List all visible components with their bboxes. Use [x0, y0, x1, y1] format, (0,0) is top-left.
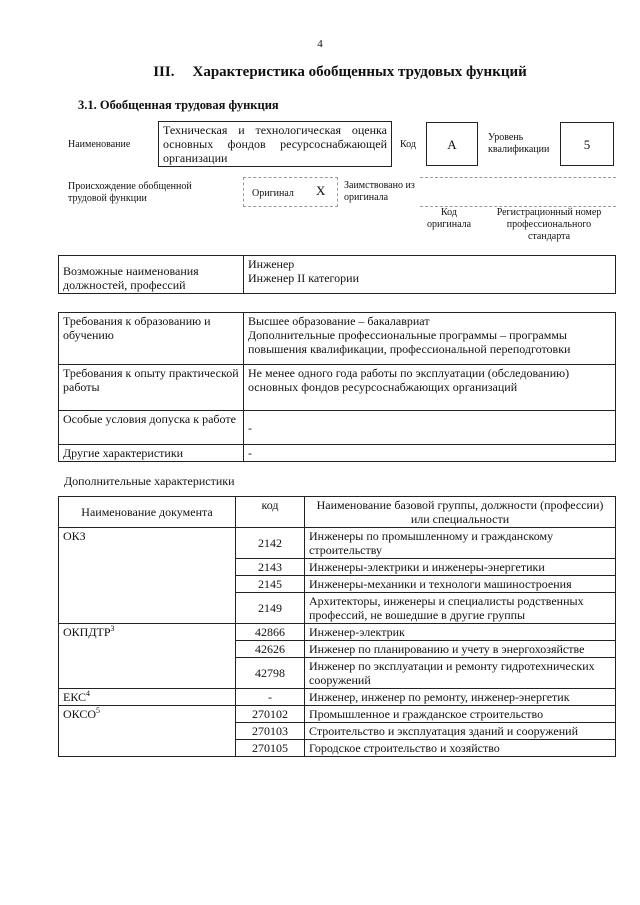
requirements-table — [58, 312, 616, 462]
document-name — [59, 528, 236, 624]
requirement-label: Другие характеристики — [59, 445, 244, 462]
classifier-code: 270103 — [236, 723, 305, 740]
document-name-text: ОКПДТР — [63, 625, 111, 639]
position-item: Инженер — [248, 257, 295, 271]
document-name — [59, 624, 236, 689]
header-doc: Наименование документа — [59, 497, 236, 528]
classifier-code: 42626 — [236, 641, 305, 658]
classifier-name: Инженер, инженер по ремонту, инженер-энергетик — [305, 689, 616, 706]
section-roman: III. — [153, 64, 175, 80]
table-row — [59, 445, 616, 462]
classifier-code: 270105 — [236, 740, 305, 757]
requirement-label: Особые условия допуска к работе — [59, 411, 244, 445]
table-row — [59, 313, 616, 365]
requirement-label: Требования к образованию и обучению — [59, 313, 244, 365]
table-row — [59, 411, 616, 445]
additional-title: Дополнительные характеристики — [64, 474, 235, 488]
document-name — [59, 706, 236, 757]
header-name: Наименование базовой группы, должности (профессии) или специальности — [305, 497, 616, 528]
original-label: Оригинал — [252, 188, 294, 199]
code-value: A — [426, 122, 478, 166]
section-title — [60, 64, 620, 81]
table-row — [59, 528, 616, 559]
additional-table — [58, 496, 616, 757]
requirement-value: - — [244, 411, 616, 445]
footnote-ref: 4 — [86, 689, 91, 698]
table-row — [59, 706, 616, 723]
original-mark: X — [316, 183, 326, 198]
name-value: Техническая и технологическая оценка основных фондов ресурсоснабжающей организации — [158, 121, 392, 167]
name-label: Наименование — [68, 139, 131, 150]
table-header-row — [59, 497, 616, 528]
classifier-code: 2142 — [236, 528, 305, 559]
classifier-code: 42866 — [236, 624, 305, 641]
classifier-code: - — [236, 689, 305, 706]
classifier-name: Инженер-электрик — [305, 624, 616, 641]
table-row — [59, 689, 616, 706]
document-name-text: ОКЗ — [63, 529, 86, 543]
classifier-code: 2143 — [236, 559, 305, 576]
classifier-name: Городское строительство и хозяйство — [305, 740, 616, 757]
footnote-ref: 3 — [110, 624, 115, 633]
classifier-name: Строительство и эксплуатация зданий и сооружений — [305, 723, 616, 740]
classifier-name: Промышленное и гражданское строительство — [305, 706, 616, 723]
page-number: 4 — [317, 38, 323, 50]
subsection-title: 3.1. Обобщенная трудовая функция — [78, 98, 279, 112]
positions-table — [58, 255, 616, 294]
level-value: 5 — [560, 122, 614, 166]
classifier-name: Инженеры по промышленному и гражданскому строительству — [305, 528, 616, 559]
classifier-name: Инженер по эксплуатации и ремонту гидротехнических сооружений — [305, 658, 616, 689]
classifier-name: Инженеры-механики и технологи машиностроения — [305, 576, 616, 593]
requirement-line: Высшее образование – бакалавриат — [248, 314, 430, 328]
position-item: Инженер II категории — [248, 271, 359, 285]
document-name — [59, 689, 236, 706]
additional-table-body — [59, 528, 616, 757]
requirement-line: Дополнительные профессиональные программы – программы повышения квалификации, профессиональной переподготовки — [248, 328, 571, 356]
document-name-text: ОКСО — [63, 707, 97, 721]
classifier-name: Архитекторы, инженеры и специалисты родственных профессий, не вошедшие в другие группы — [305, 593, 616, 624]
origin-label: Происхождение обобщенной трудовой функции — [68, 181, 192, 204]
classifier-name: Инженеры-электрики и инженеры-энергетики — [305, 559, 616, 576]
requirement-value — [244, 313, 616, 365]
requirement-label: Требования к опыту практической работы — [59, 365, 244, 411]
code-original-label: Код оригинала — [426, 207, 472, 230]
requirement-value — [244, 365, 616, 411]
table-row — [59, 624, 616, 641]
positions-values — [244, 256, 616, 294]
positions-label: Возможные наименования должностей, профессий — [59, 256, 244, 294]
reg-number-label: Регистрационный номер профессионального стандарта — [496, 207, 602, 242]
borrowed-box — [420, 177, 616, 207]
classifier-code: 2145 — [236, 576, 305, 593]
table-row — [59, 256, 616, 294]
code-label: Код — [400, 139, 416, 150]
document-name-text: ЕКС — [63, 690, 87, 704]
classifier-name: Инженер по планированию и учету в энергохозяйстве — [305, 641, 616, 658]
requirement-line: Не менее одного года работы по эксплуатации (обследованию) основных фондов ресурсоснабжающих организаций — [248, 366, 570, 394]
classifier-code: 2149 — [236, 593, 305, 624]
level-label: Уровень квалификации — [488, 132, 550, 155]
classifier-code: 270102 — [236, 706, 305, 723]
section-title-text: Характеристика обобщенных трудовых функций — [192, 64, 527, 80]
footnote-ref: 5 — [96, 706, 101, 715]
table-row — [59, 365, 616, 411]
requirement-value: - — [244, 445, 616, 462]
borrowed-label: Заимствовано из оригинала — [344, 180, 415, 203]
classifier-code: 42798 — [236, 658, 305, 689]
header-code: код — [236, 497, 305, 528]
